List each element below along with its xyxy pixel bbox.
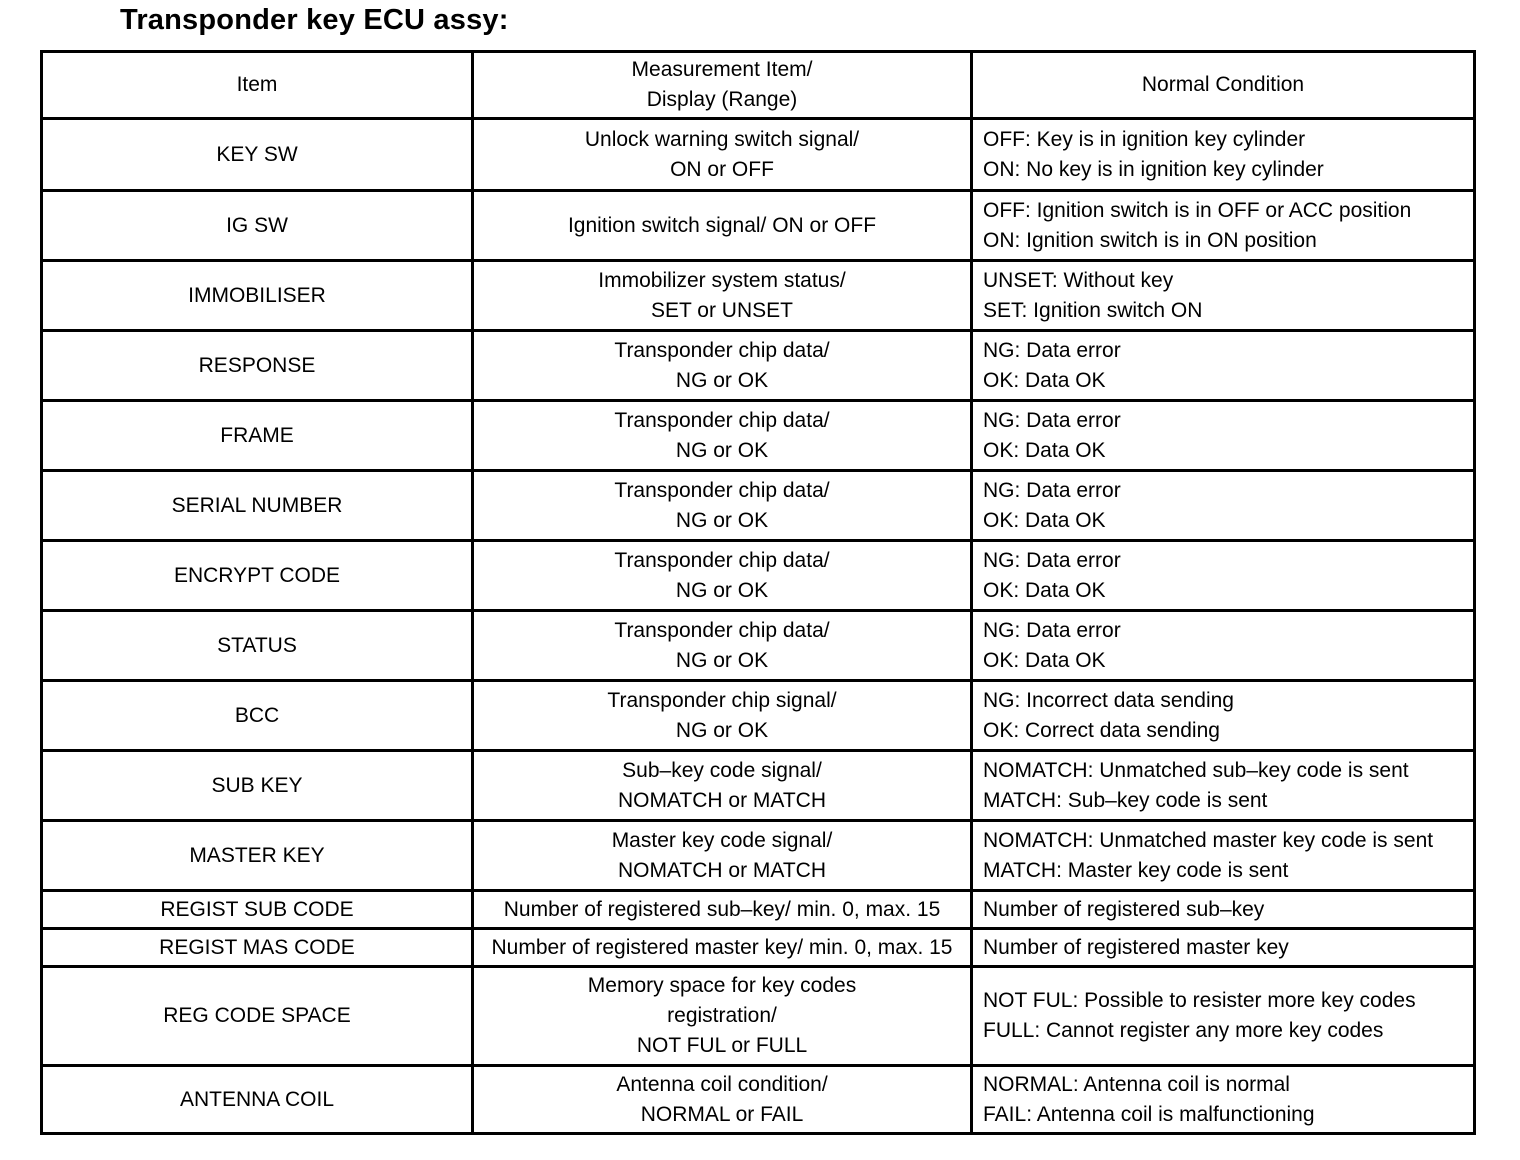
table-row bbox=[42, 821, 1475, 891]
row-condition-line: FAIL: Antenna coil is malfunctioning bbox=[983, 1102, 1315, 1126]
row-condition-line: NG: Data error bbox=[983, 478, 1121, 502]
header-measurement-line: Display (Range) bbox=[646, 88, 798, 111]
row-item-label: MASTER KEY bbox=[189, 843, 325, 867]
row-measurement-cell bbox=[473, 967, 972, 1066]
row-condition-line: OFF: Key is in ignition key cylinder bbox=[983, 127, 1306, 151]
row-measurement-line: Antenna coil condition/ bbox=[616, 1072, 828, 1096]
row-item-cell bbox=[42, 681, 473, 751]
row-item-cell bbox=[42, 191, 473, 261]
row-condition-cell bbox=[972, 967, 1475, 1066]
row-condition-cell bbox=[972, 611, 1475, 681]
row-condition-line: Number of registered sub–key bbox=[983, 897, 1265, 921]
row-condition-cell bbox=[972, 751, 1475, 821]
row-condition-line: Number of registered master key bbox=[983, 935, 1289, 959]
row-condition-cell bbox=[972, 891, 1475, 929]
row-condition-cell bbox=[972, 331, 1475, 401]
row-measurement-line: Memory space for key codes bbox=[587, 974, 857, 997]
row-measurement-line: NG or OK bbox=[675, 718, 769, 742]
row-condition-line: NOMATCH: Unmatched master key code is sent bbox=[983, 828, 1434, 852]
row-condition-line: OK: Data OK bbox=[983, 578, 1106, 602]
row-measurement-line: Master key code signal/ bbox=[611, 828, 833, 852]
row-condition-line: NG: Data error bbox=[983, 338, 1121, 362]
row-measurement-line: Transponder chip data/ bbox=[614, 548, 830, 572]
row-condition-line: OK: Correct data sending bbox=[983, 718, 1220, 742]
row-item-label: SERIAL NUMBER bbox=[171, 493, 343, 517]
table-header-row bbox=[42, 52, 1475, 119]
row-item-label: BCC bbox=[234, 703, 280, 727]
row-condition-cell bbox=[972, 929, 1475, 967]
row-item-label: REGIST SUB CODE bbox=[160, 897, 354, 921]
row-condition-cell bbox=[972, 471, 1475, 541]
row-item-cell bbox=[42, 751, 473, 821]
table-row bbox=[42, 261, 1475, 331]
row-measurement-line: NOT FUL or FULL bbox=[636, 1034, 808, 1057]
row-condition-line: OK: Data OK bbox=[983, 368, 1106, 392]
table-row bbox=[42, 191, 1475, 261]
row-measurement-cell bbox=[473, 261, 972, 331]
table-row bbox=[42, 681, 1475, 751]
row-measurement-cell bbox=[473, 821, 972, 891]
row-measurement-cell bbox=[473, 751, 972, 821]
table-row bbox=[42, 401, 1475, 471]
row-item-label: IMMOBILISER bbox=[188, 283, 326, 307]
row-measurement-cell bbox=[473, 541, 972, 611]
row-measurement-cell bbox=[473, 401, 972, 471]
row-item-cell bbox=[42, 611, 473, 681]
table-row bbox=[42, 751, 1475, 821]
row-item-cell bbox=[42, 541, 473, 611]
row-item-cell bbox=[42, 967, 473, 1066]
row-condition-line: OK: Data OK bbox=[983, 438, 1106, 462]
row-item-cell bbox=[42, 119, 473, 191]
table-row bbox=[42, 611, 1475, 681]
row-measurement-line: Transponder chip data/ bbox=[614, 478, 830, 502]
row-item-cell bbox=[42, 471, 473, 541]
row-item-label: ANTENNA COIL bbox=[179, 1087, 335, 1111]
header-item-label: Item bbox=[236, 73, 278, 96]
row-item-label: REG CODE SPACE bbox=[163, 1004, 351, 1027]
row-item-cell bbox=[42, 929, 473, 967]
row-measurement-cell bbox=[473, 929, 972, 967]
table-row bbox=[42, 331, 1475, 401]
header-normal-label: Normal Condition bbox=[1141, 73, 1305, 96]
row-condition-line: NG: Incorrect data sending bbox=[983, 688, 1234, 712]
row-condition-line: NG: Data error bbox=[983, 548, 1121, 572]
row-condition-line: MATCH: Sub–key code is sent bbox=[983, 788, 1268, 812]
row-item-cell bbox=[42, 261, 473, 331]
table-row bbox=[42, 1066, 1475, 1134]
row-measurement-line: Transponder chip data/ bbox=[614, 338, 830, 362]
row-measurement-cell bbox=[473, 191, 972, 261]
row-measurement-line: Unlock warning switch signal/ bbox=[584, 127, 860, 151]
row-measurement-cell bbox=[473, 681, 972, 751]
row-condition-cell bbox=[972, 191, 1475, 261]
row-item-label: KEY SW bbox=[216, 142, 298, 166]
row-item-cell bbox=[42, 821, 473, 891]
row-condition-cell bbox=[972, 261, 1475, 331]
row-condition-line: NORMAL: Antenna coil is normal bbox=[983, 1072, 1290, 1096]
row-condition-line: MATCH: Master key code is sent bbox=[983, 858, 1289, 882]
row-measurement-line: Transponder chip data/ bbox=[614, 618, 830, 642]
row-measurement-line: NG or OK bbox=[675, 578, 769, 602]
row-measurement-cell bbox=[473, 119, 972, 191]
row-item-label: RESPONSE bbox=[198, 353, 316, 377]
row-item-label: REGIST MAS CODE bbox=[159, 935, 355, 959]
row-item-label: SUB KEY bbox=[211, 773, 303, 797]
table-row bbox=[42, 929, 1475, 967]
table-body bbox=[42, 119, 1475, 1134]
header-normal-condition bbox=[972, 52, 1475, 119]
row-condition-cell bbox=[972, 1066, 1475, 1134]
row-item-cell bbox=[42, 891, 473, 929]
header-measurement-line: Measurement Item/ bbox=[631, 58, 813, 81]
row-measurement-line: NG or OK bbox=[675, 648, 769, 672]
row-condition-cell bbox=[972, 401, 1475, 471]
row-condition-line: OK: Data OK bbox=[983, 648, 1106, 672]
row-measurement-cell bbox=[473, 611, 972, 681]
row-condition-line: NG: Data error bbox=[983, 408, 1121, 432]
row-condition-line: ON: Ignition switch is in ON position bbox=[983, 228, 1317, 252]
row-condition-cell bbox=[972, 119, 1475, 191]
row-measurement-line: NG or OK bbox=[675, 438, 769, 462]
row-condition-line: ON: No key is in ignition key cylinder bbox=[983, 157, 1324, 181]
header-measurement bbox=[473, 52, 972, 119]
row-measurement-line: Transponder chip data/ bbox=[614, 408, 830, 432]
row-condition-line: NOT FUL: Possible to resister more key codes bbox=[983, 989, 1416, 1012]
row-measurement-line: NORMAL or FAIL bbox=[640, 1102, 804, 1126]
table-row bbox=[42, 541, 1475, 611]
row-condition-line: NOMATCH: Unmatched sub–key code is sent bbox=[983, 758, 1409, 782]
table-row bbox=[42, 119, 1475, 191]
row-measurement-line: Number of registered master key/ min. 0, max. 15 bbox=[491, 935, 953, 959]
row-measurement-line: NOMATCH or MATCH bbox=[617, 788, 827, 812]
row-measurement-line: Ignition switch signal/ ON or OFF bbox=[567, 213, 877, 237]
row-measurement-line: Sub–key code signal/ bbox=[622, 758, 822, 782]
row-measurement-line: SET or UNSET bbox=[651, 298, 793, 322]
row-item-label: IG SW bbox=[226, 213, 288, 237]
header-item bbox=[42, 52, 473, 119]
row-measurement-cell bbox=[473, 331, 972, 401]
row-measurement-line: registration/ bbox=[667, 1004, 777, 1027]
row-measurement-cell bbox=[473, 891, 972, 929]
row-item-label: FRAME bbox=[220, 423, 294, 447]
row-measurement-line: NG or OK bbox=[675, 368, 769, 392]
row-measurement-line: NG or OK bbox=[675, 508, 769, 532]
table-row bbox=[42, 967, 1475, 1066]
row-item-label: STATUS bbox=[217, 633, 297, 657]
row-measurement-line: Number of registered sub–key/ min. 0, max. 15 bbox=[503, 897, 941, 921]
table-row bbox=[42, 891, 1475, 929]
spec-table bbox=[40, 50, 1476, 1135]
page-title: Transponder key ECU assy: bbox=[120, 4, 509, 36]
row-condition-line: OK: Data OK bbox=[983, 508, 1106, 532]
row-condition-line: OFF: Ignition switch is in OFF or ACC position bbox=[983, 198, 1412, 222]
row-condition-line: SET: Ignition switch ON bbox=[983, 298, 1203, 322]
row-condition-cell bbox=[972, 681, 1475, 751]
row-measurement-line: Transponder chip signal/ bbox=[607, 688, 837, 712]
row-condition-line: UNSET: Without key bbox=[983, 268, 1174, 292]
row-item-cell bbox=[42, 331, 473, 401]
row-condition-cell bbox=[972, 541, 1475, 611]
table-row bbox=[42, 471, 1475, 541]
row-condition-cell bbox=[972, 821, 1475, 891]
row-item-label: ENCRYPT CODE bbox=[173, 563, 341, 587]
row-measurement-line: ON or OFF bbox=[670, 157, 774, 181]
row-measurement-cell bbox=[473, 471, 972, 541]
row-item-cell bbox=[42, 401, 473, 471]
row-measurement-cell bbox=[473, 1066, 972, 1134]
row-measurement-line: Immobilizer system status/ bbox=[598, 268, 846, 292]
row-condition-line: NG: Data error bbox=[983, 618, 1121, 642]
row-condition-line: FULL: Cannot register any more key codes bbox=[983, 1019, 1384, 1042]
row-measurement-line: NOMATCH or MATCH bbox=[617, 858, 827, 882]
row-item-cell bbox=[42, 1066, 473, 1134]
